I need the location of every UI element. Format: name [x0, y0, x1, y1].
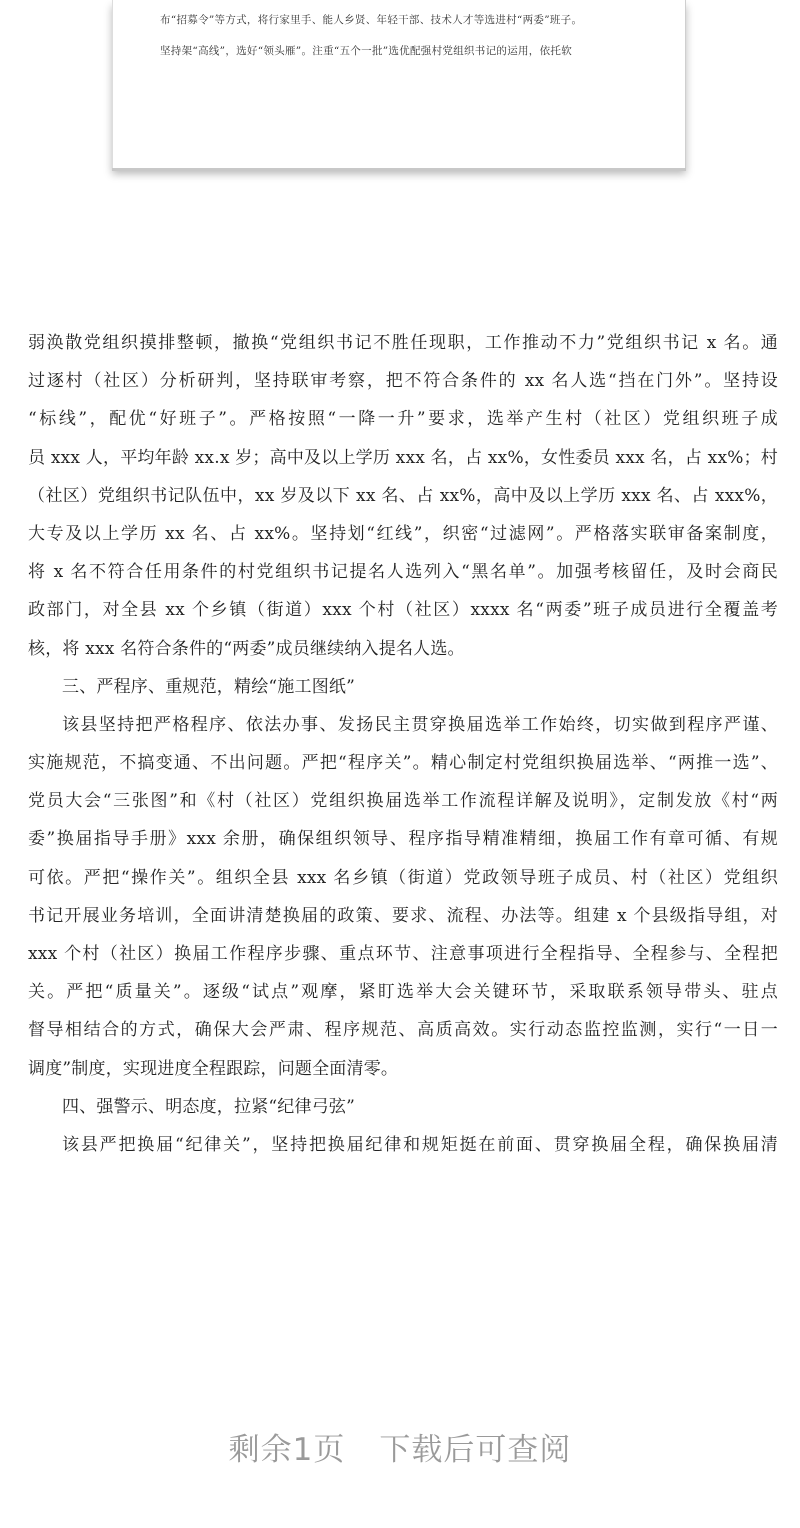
paragraph-start: 该县坚持把严格程序、依法办事、发扬民主贯穿换届选举工作始终，切实做到程序严谨、 [62, 714, 778, 735]
preview-line-2: 坚持架“高线”，选好“领头雁”。注重“五个一批”选优配强村党组织书记的运用，依托软 [160, 45, 573, 57]
body-line: 党员大会“三张图”和《村（社区）党组织换届选举工作流程详解及说明》，定制发放《村“两 [28, 791, 778, 812]
section-heading-3: 三、严程序、重规范，精绘“施工图纸” [62, 676, 355, 697]
body-line: 调度”制度，实现进度全程跟踪，问题全面清零。 [28, 1058, 399, 1079]
body-line: 督导相结合的方式，确保大会严肃、程序规范、高质高效。实行动态监控监测，实行“一日一 [28, 1020, 778, 1041]
body-line: 过逐村（社区）分析研判，坚持联审考察，把不符合条件的 xx 名人选“挡在门外”。坚持设 [28, 371, 778, 392]
body-line: 核，将 xxx 名符合条件的“两委”成员继续纳入提名人选。 [28, 638, 465, 659]
body-line: 政部门，对全县 xx 个乡镇（街道）xxx 个村（社区）xxxx 名“两委”班子成员进行全覆盖考 [28, 600, 778, 621]
body-line: 员 xxx 人，平均年龄 xx.x 岁；高中及以上学历 xxx 名，占 xx%，女性委员 xxx 名，占 xx%；村 [28, 447, 778, 468]
body-line: 弱涣散党组织摸排整顿，撤换“党组织书记不胜任现职，工作推动不力”党组织书记 x 名。通 [28, 333, 778, 353]
download-prompt-banner[interactable] [0, 1420, 800, 1480]
body-line: 关。严把“质量关”。逐级“试点”观摩，紧盯选举大会关键环节，采取联系领导带头、驻点 [28, 982, 778, 1003]
document-body [28, 324, 778, 1164]
section-heading-4: 四、强警示、明态度，拉紧“纪律弓弦” [62, 1096, 355, 1117]
document-preview-card [112, 0, 686, 168]
body-line: 将 x 名不符合任用条件的村党组织书记提名人选列入“黑名单”。加强考核留任，及时会商民 [28, 562, 778, 583]
body-line: 实施规范，不搞变通、不出问题。严把“程序关”。精心制定村党组织换届选举、“两推一选”、 [28, 753, 778, 774]
body-line: xxx 个村（社区）换届工作程序步骤、重点环节、注意事项进行全程指导、全程参与、全程把 [28, 944, 778, 964]
download-to-view-text: 下载后可查阅 [379, 1432, 572, 1468]
body-line: （社区）党组织书记队伍中，xx 岁及以下 xx 名、占 xx%，高中及以上学历 xxx 名、占 xxx%， [28, 485, 778, 506]
remaining-pages-text: 剩余1页 [228, 1432, 346, 1468]
body-line: “标线”，配优“好班子”。严格按照“一降一升”要求，选举产生村（社区）党组织班子成 [28, 409, 778, 430]
preview-line-1: 布“招募令”等方式，将行家里手、能人乡贤、年轻干部、技术人才等选进村“两委”班子。 [160, 14, 583, 26]
body-line: 书记开展业务培训，全面讲清楚换届的政策、要求、流程、办法等。组建 x 个县级指导组，对 [28, 905, 778, 926]
body-line: 可依。严把“操作关”。组织全县 xxx 名乡镇（街道）党政领导班子成员、村（社区）党组织 [28, 867, 778, 888]
body-line: 委”换届指导手册》xxx 余册，确保组织领导、程序指导精准精细，换届工作有章可循、有规 [28, 829, 778, 850]
body-line: 大专及以上学历 xx 名、占 xx%。坚持划“红线”，织密“过滤网”。严格落实联审备案制度， [28, 523, 778, 544]
paragraph-start: 该县严把换届“纪律关”，坚持把换届纪律和规矩挺在前面、贯穿换届全程，确保换届清 [62, 1134, 778, 1155]
